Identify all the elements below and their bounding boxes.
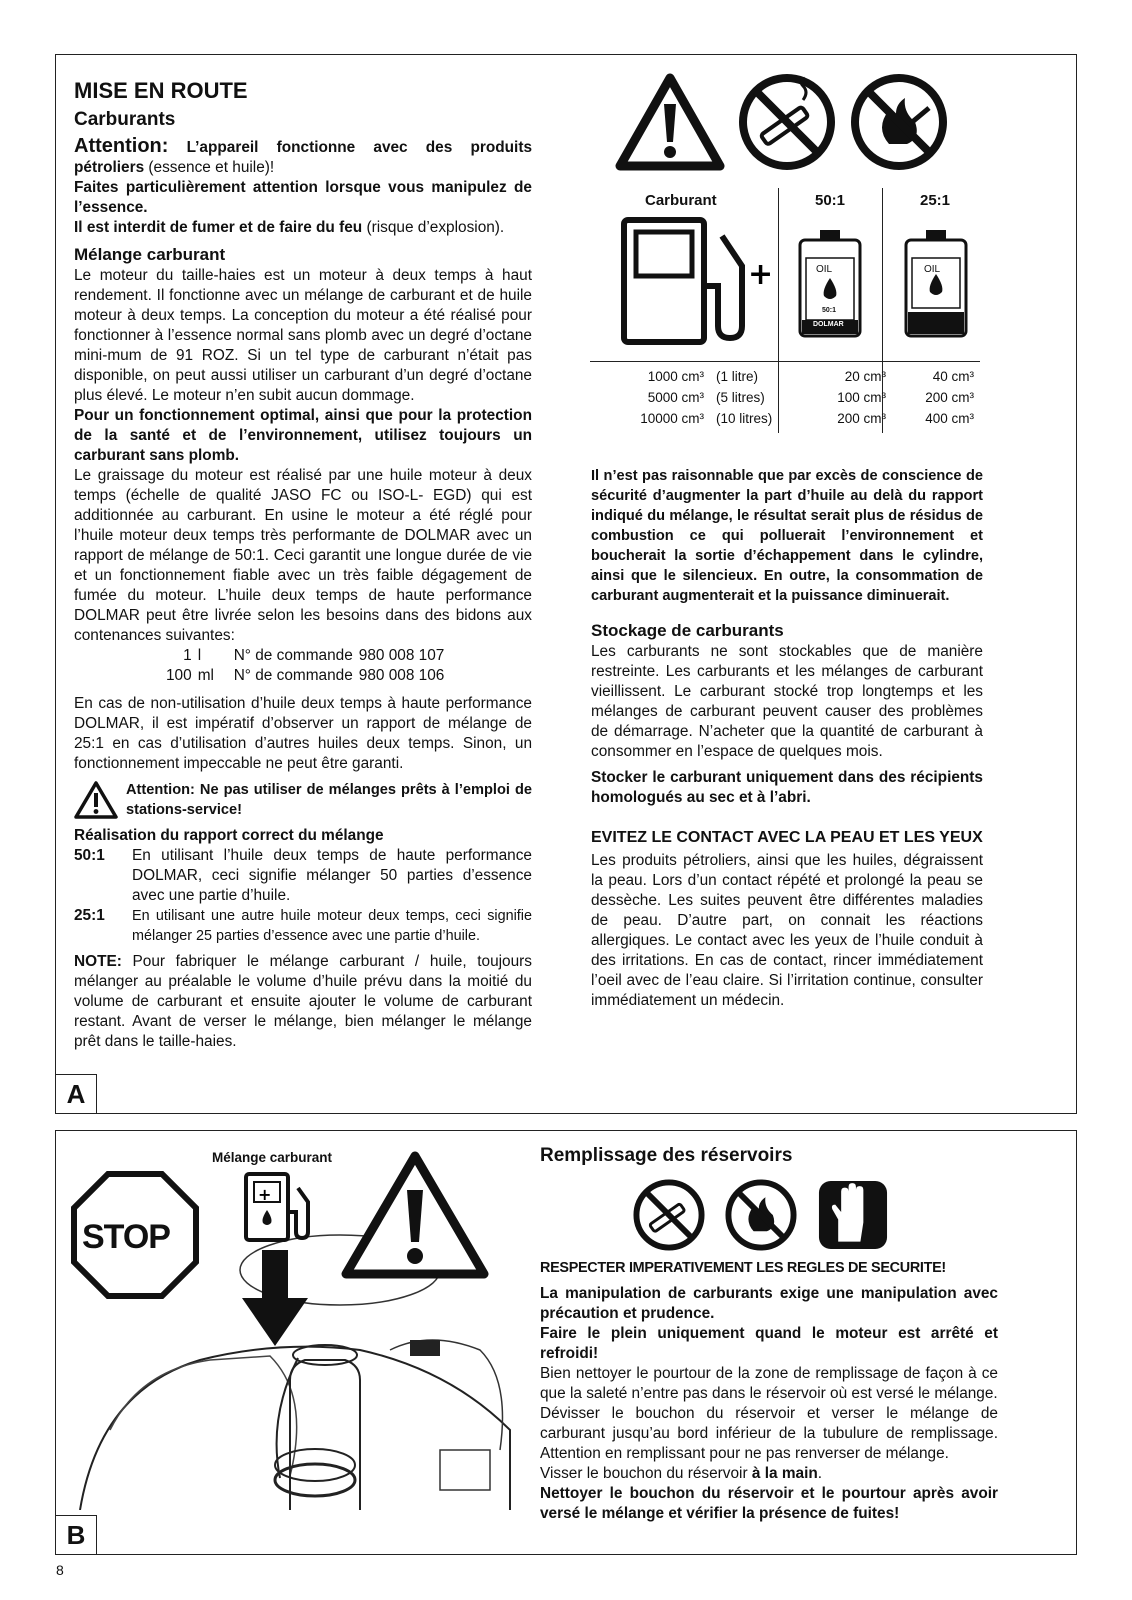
order-qty: 100 [166,667,192,684]
cell-volume: 10000 cm³ [640,411,704,426]
no-smoking-icon [737,72,837,172]
order-unit: l [197,647,202,664]
page-title: MISE EN ROUTE [74,78,248,103]
excess-paragraph: Il n’est pas raisonnable que par excès de conscience de sécurité d’augmenter la part d’huile au delà du rapport indiqué du mélange, le résultat serait plus de résidus de combustion ce qui polluerait l’environnement et boucherait la sortie d’échappement dans le cylindre, ainsi que le silencieux. En outre, la consommation de carburant augmenterait et la puissance diminuerait. [591,468,983,604]
table-row [590,408,980,429]
order-row [166,646,450,666]
stockage-heading: Stockage de carburants [591,621,784,640]
oil-label: OIL [924,264,941,275]
warning-stations-text: Attention: Ne pas utiliser de mélanges prêts à l’emploi de stations-service! [126,782,532,818]
cell-litre: (1 litre) [716,369,759,384]
mix-values [590,366,980,429]
melange-paragraph-3: Le graissage du moteur est réalisé par une huile moteur à deux temps (échelle de qualité JASO FC ou ISO-L- EGD) qui est additionnée au carburant. En usine le moteur a été réglé pour l’huile moteur deux temps très performante de DOLMAR avec un rapport de mélange de 50:1. Ceci garantit une longue durée de vie et un fonctionnement fiable avec un très faible dégagement de fumée du moteur. L’huile deux temps de haute performance DOLMAR peut être livrée selon les besoins dans des bidons aux contenances suivantes: [74,467,532,644]
cell-litre: (5 litres) [716,390,765,405]
svg-text:+: + [258,1185,272,1204]
fuel-pump-icon [620,216,775,346]
ratio-key: 50:1 [74,847,105,864]
order-row [166,666,450,686]
ratio-text: En utilisant l’huile deux temps de haute performance DOLMAR, ceci signifie mélanger 50 parties d’essence avec une partie d’huile. [132,847,532,904]
order-label: N° de commande [233,667,353,684]
order-label: N° de commande [233,647,353,664]
p5-bold: à la main [751,1465,818,1482]
warning-triangle-icon [74,780,118,820]
attention-essence: Faites particulièrement attention lorsque vous manipulez de l’essence. [74,179,532,216]
refuel-illustration [70,1150,525,1510]
order-qty: 1 [183,647,192,664]
section-a-left-column [74,78,532,1052]
attention-feu-rest: (risque d’explosion). [366,219,505,236]
cell-25: 400 cm³ [925,411,974,426]
remplissage-p2: Faire le plein uniquement quand le moteur est arrêté et refroidi! [540,1325,998,1362]
safety-icons-row [615,72,949,172]
stockage-paragraph-2: Stocker le carburant uniquement dans des récipients homologués au sec et à l’abri. [591,769,983,806]
attention-paragraph [74,136,532,178]
realisation-heading: Réalisation du rapport correct du mélange [74,827,384,844]
cell-50: 100 cm³ [837,390,886,405]
cell-50: 200 cm³ [837,411,886,426]
remplissage-p1: La manipulation de carburants exige une manipulation avec précaution et prudence. [540,1285,998,1322]
ratio-text: En utilisant une autre huile moteur deux temps, ceci signifie mélanger 25 parties d’essence avec une partie d’huile. [132,908,532,944]
subtitle-carburants: Carburants [74,109,176,130]
remplissage-p3: Bien nettoyer le pourtour de la zone de remplissage de façon à ce que la saleté n’entre pas dans le réservoir où est versé le mélange. [540,1365,998,1402]
order-number: 980 008 107 [358,647,445,664]
svg-text:+: + [748,257,774,292]
cell-litre: (10 litres) [716,411,773,426]
attention-paren: (essence et huile)! [148,159,275,176]
warning-triangle-icon [340,1150,490,1280]
remplissage-heading: Remplissage des réservoirs [540,1145,793,1166]
oil-label: OIL [816,264,833,275]
mix-table-graphic [590,188,980,433]
attention-word: Attention: [74,135,169,157]
no-fire-icon [849,72,949,172]
section-a-right-column [591,466,983,1011]
note-text: Pour fabriquer le mélange carburant / huile, toujours mélanger au préalable le volume d’huile prévu dans la moitié du volume de carburant et ensuite ajouter le volume de carburant restant. Avant de verser le mélange, bien mélanger le mélange prêt dans le taille-haies. [74,953,532,1050]
note-label: NOTE: [74,953,122,970]
order-table [166,646,450,686]
section-tag-a: A [56,1074,97,1113]
no-smoking-icon [632,1178,706,1252]
fuel-pump-icon [242,1170,322,1250]
melange-paragraph-1: Le moteur du taille-haies est un moteur à deux temps à haut rendement. Il fonctionne avec un mélange de carburant et de huile moteur à deux temps. La conception du moteur a été réalisé pour fonctionner à l’essence normal sans plomb avec un degré d’octane mini-mum de 91 ROZ. Si un tel type de carburant n’était pas disponible, on peut aussi utiliser un carburant d’un degré d’octane plus élevé. Le moteur n’en subit aucun dommage. [74,267,532,404]
no-fire-icon [724,1178,798,1252]
cell-volume: 1000 cm³ [647,369,704,384]
p5-post: . [817,1465,823,1482]
rules-heading: RESPECTER IMPERATIVEMENT LES REGLES DE SECURITE! [540,1260,946,1276]
warning-triangle-icon [615,72,725,172]
attention-text: L’appareil fonctionne avec des produits pétroliers [74,139,532,176]
note-paragraph [74,952,532,1052]
stockage-paragraph-1: Les carburants ne sont stockables que de manière restreinte. Les carburants et les mélanges de carburant vieillissent. Le carburant stocké trop longtemps et les mélanges de carburant peuvent causer des problèmes de démarrage. N’acheter que la quantité de carburant à consommer en l’espace de quelques mois. [591,643,983,760]
gloves-icon [816,1178,890,1252]
oil-brand: DOLMAR [813,321,844,328]
section-b-text [540,1144,998,1524]
cell-25: 200 cm³ [925,390,974,405]
ratio-25 [74,906,532,946]
order-unit: ml [197,667,214,684]
remplissage-p6: Nettoyer le bouchon du réservoir et le pourtour après avoir versé le mélange et vérifier la présence de fuites! [540,1485,998,1522]
order-number: 980 008 106 [358,667,445,684]
remplissage-icons-row [632,1178,998,1252]
oil-ratio: 50:1 [822,307,837,314]
peau-heading: EVITEZ LE CONTACT AVEC LA PEAU ET LES YEUX [591,829,983,846]
section-tag-b: B [56,1515,97,1554]
table-row [590,387,980,408]
peau-paragraph: Les produits pétroliers, ainsi que les huiles, dégraissent la peau. Lors d’un contact répété et prolongé la peau se dessèche. Les suites peuvent être différentes maladies de peau. D’autre part, on connait les réactions allergiques. Le contact avec les yeux de l’huile conduit à des irritations. En cas de contact, rincer immédiatement l’oeil avec de l’eau claire. Si l’irritation continue, consulter immédiatement un médecin. [591,852,983,1009]
cell-25: 40 cm³ [932,369,974,384]
header-25-1: 25:1 [920,192,951,209]
attention-feu-bold: Il est interdit de fumer et de faire du feu [74,219,363,236]
table-divider [590,361,980,362]
attention-feu [74,218,532,238]
down-arrow-icon [240,1250,310,1350]
header-50-1: 50:1 [815,192,846,209]
header-carburant: Carburant [645,192,717,209]
warning-stations [74,780,532,820]
table-row [590,366,980,387]
p5-pre: Visser le bouchon du réservoir [540,1465,748,1482]
cell-50: 20 cm³ [844,369,886,384]
stop-label: STOP [82,1218,170,1256]
remplissage-p5 [540,1464,998,1484]
figure-caption: Mélange carburant [212,1150,333,1165]
ratio-key: 25:1 [74,907,105,924]
page-number: 8 [56,1562,64,1578]
melange-paragraph-4: En cas de non-utilisation d’huile deux temps à haute performance DOLMAR, il est impératif d’observer un rapport de mélange de 25:1 en cas d’utilisation d’autres huiles deux temps. Sinon, un fonctionnement impeccable ne peut être garanti. [74,695,532,772]
melange-paragraph-2: Pour un fonctionnement optimal, ainsi que pour la protection de la santé et de l’environnement, utilisez toujours un carburant sans plomb. [74,407,532,464]
ratio-50 [74,846,532,906]
mix-table [590,188,980,433]
remplissage-p4: Dévisser le bouchon du réservoir et verser le mélange de carburant jusqu’au bord inférieur de la tubulure de remplissage. Attention en remplissant pour ne pas renverser de mélange. [540,1405,998,1462]
cell-volume: 5000 cm³ [647,390,704,405]
melange-heading: Mélange carburant [74,245,226,264]
oil-bottle-icon [904,228,968,338]
